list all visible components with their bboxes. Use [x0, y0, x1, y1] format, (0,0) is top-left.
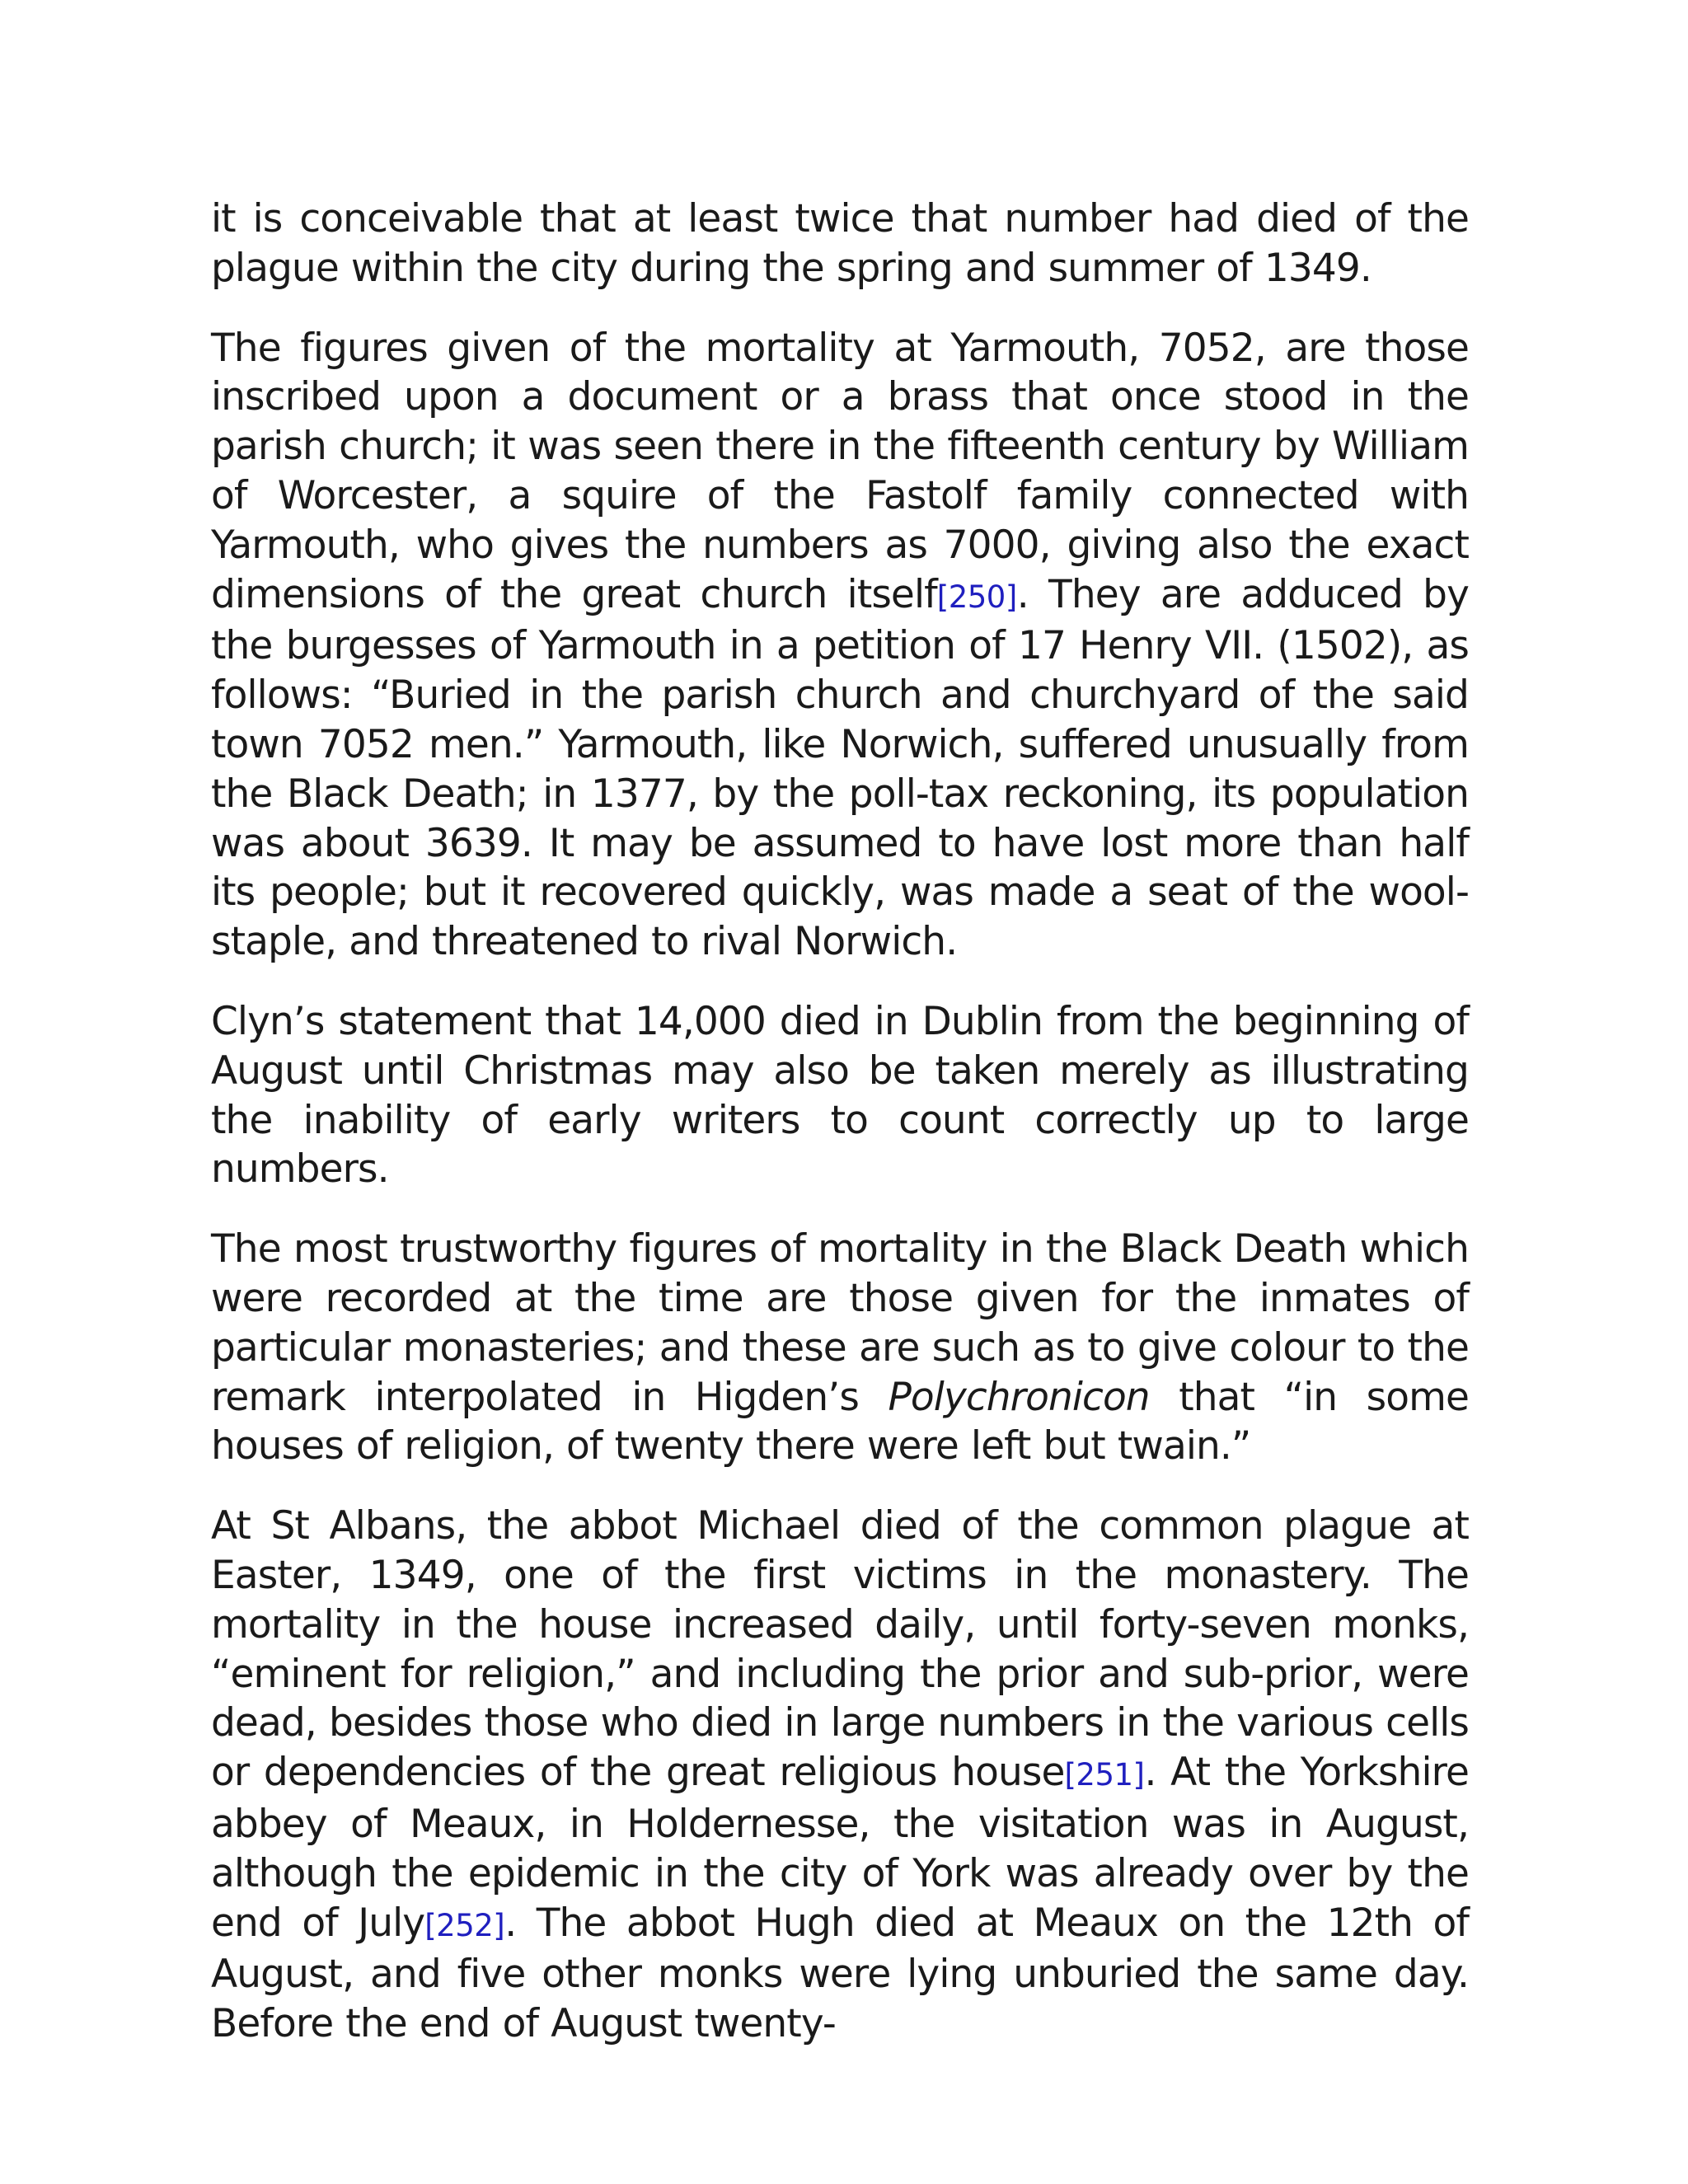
paragraph-text: . They are adduced by the burgesses of Yarmouth in a petition of 17 Henry VII. (1502), as follows: “Buried in the parish church and churchyard of the said town 7052 men.” Yarmouth, like Norwich, suffered unusually from the Black Death; in 1377, by the poll-tax reckoning, its population was about 3639. It may be assumed to have lost more than half its people; but it recovered quickly, was made a seat of the wool-staple, and threatened to rival Norwich. — [211, 571, 1469, 965]
paragraph-3 — [211, 997, 1469, 1194]
paragraph-text: that “in some houses of religion, of twenty there were left but twain.” — [211, 1374, 1469, 1469]
paragraph-text: Clyn’s statement that 14,000 died in Dublin from the beginning of August until Christmas may also be taken merely as illustrating the inability of early writers to count correctly up to large numbers. — [211, 998, 1469, 1193]
paragraph-text: . The abbot Hugh died at Meaux on the 12th of August, and five other monks were lying unburied the same day. Before the end of August twenty- — [211, 1900, 1469, 2047]
footnote-link-251[interactable]: [251] — [1064, 1757, 1145, 1793]
paragraph-text: The most trustworthy figures of mortality in the Black Death which were recorded at the time are those given for the inmates of particular monasteries; and these are such as to give colour to the remark interpolated in Higden’s — [211, 1226, 1469, 1420]
footnote-link-250[interactable]: [250] — [936, 579, 1017, 615]
paragraph-2 — [211, 324, 1469, 967]
paragraph-text: it is conceivable that at least twice that number had died of the plague within the city during the spring and summer of 1349. — [211, 196, 1469, 291]
footnote-link-252[interactable]: [252] — [424, 1907, 505, 1943]
paragraph-5 — [211, 1502, 1469, 2049]
paragraph-text: At St Albans, the abbot Michael died of the common plague at Easter, 1349, one of the first victims in the monastery. The mortality in the house increased daily, until forty-seven monks, “eminent for religion,” and including the prior and sub-prior, were dead, besides those who died in large numbers in the various cells or dependencies of the great religious house — [211, 1503, 1469, 1796]
paragraph-1 — [211, 194, 1469, 293]
document-page — [211, 194, 1469, 2079]
paragraph-text: . At the Yorkshire abbey of Meaux, in Holdernesse, the visitation was in August, although the epidemic in the city of York was already over by the end of July — [211, 1750, 1470, 1946]
book-title-italic: Polychronicon — [888, 1374, 1150, 1420]
paragraph-4 — [211, 1225, 1469, 1471]
paragraph-text: The figures given of the mortality at Yarmouth, 7052, are those inscribed upon a document or a brass that once stood in the parish church; it was seen there in the fifteenth century by William of Worcester, a squire of the Fastolf family connected with Yarmouth, who gives the numbers as 7000, giving also the exact dimensions of the great church itself — [211, 325, 1469, 617]
